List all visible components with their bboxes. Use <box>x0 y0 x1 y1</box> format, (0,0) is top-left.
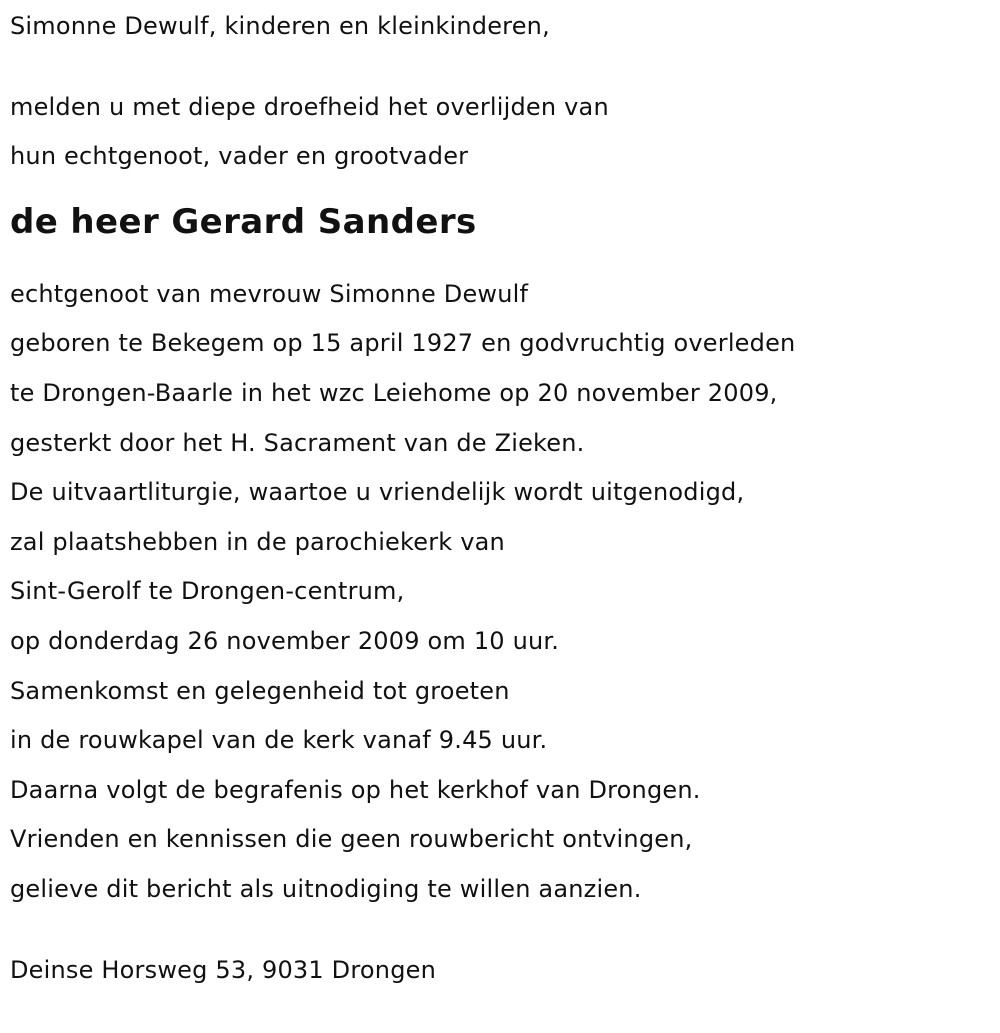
detail-line: te Drongen-Baarle in het wzc Leiehome op 20 november 2009, <box>10 378 778 407</box>
detail-line: Daarna volgt de begrafenis op het kerkhof van Drongen. <box>10 775 701 804</box>
detail-line: gelieve dit bericht als uitnodiging te willen aanzien. <box>10 874 642 903</box>
detail-line: gesterkt door het H. Sacrament van de Zieken. <box>10 428 585 457</box>
obituary-notice <box>10 0 990 995</box>
address-line: Deinse Horsweg 53, 9031 Drongen <box>10 955 437 984</box>
spacer <box>10 246 990 270</box>
announcement-line-1: melden u met diepe droefheid het overlijden van <box>10 92 609 121</box>
spacer <box>10 182 990 198</box>
detail-line: Vrienden en kennissen die geen rouwbericht ontvingen, <box>10 825 693 854</box>
spacer <box>10 915 990 946</box>
intro-line: Simonne Dewulf, kinderen en kleinkinderen, <box>10 12 550 40</box>
deceased-name: de heer Gerard Sanders <box>10 201 477 242</box>
detail-line: op donderdag 26 november 2009 om 10 uur. <box>10 626 560 655</box>
detail-line: Samenkomst en gelegenheid tot groeten <box>10 676 510 705</box>
detail-line: geboren te Bekegem op 15 april 1927 en godvruchtig overleden <box>10 329 796 358</box>
details-block <box>10 270 990 915</box>
detail-line: echtgenoot van mevrouw Simonne Dewulf <box>10 279 529 308</box>
detail-line: in de rouwkapel van de kerk vanaf 9.45 uur. <box>10 726 548 755</box>
announcement-line-2: hun echtgenoot, vader en grootvader <box>10 142 469 171</box>
spacer <box>10 52 990 83</box>
detail-line: zal plaatshebben in de parochiekerk van <box>10 527 505 556</box>
detail-line: De uitvaartliturgie, waartoe u vriendelijk wordt uitgenodigd, <box>10 478 745 507</box>
detail-line: Sint-Gerolf te Drongen-centrum, <box>10 577 405 606</box>
